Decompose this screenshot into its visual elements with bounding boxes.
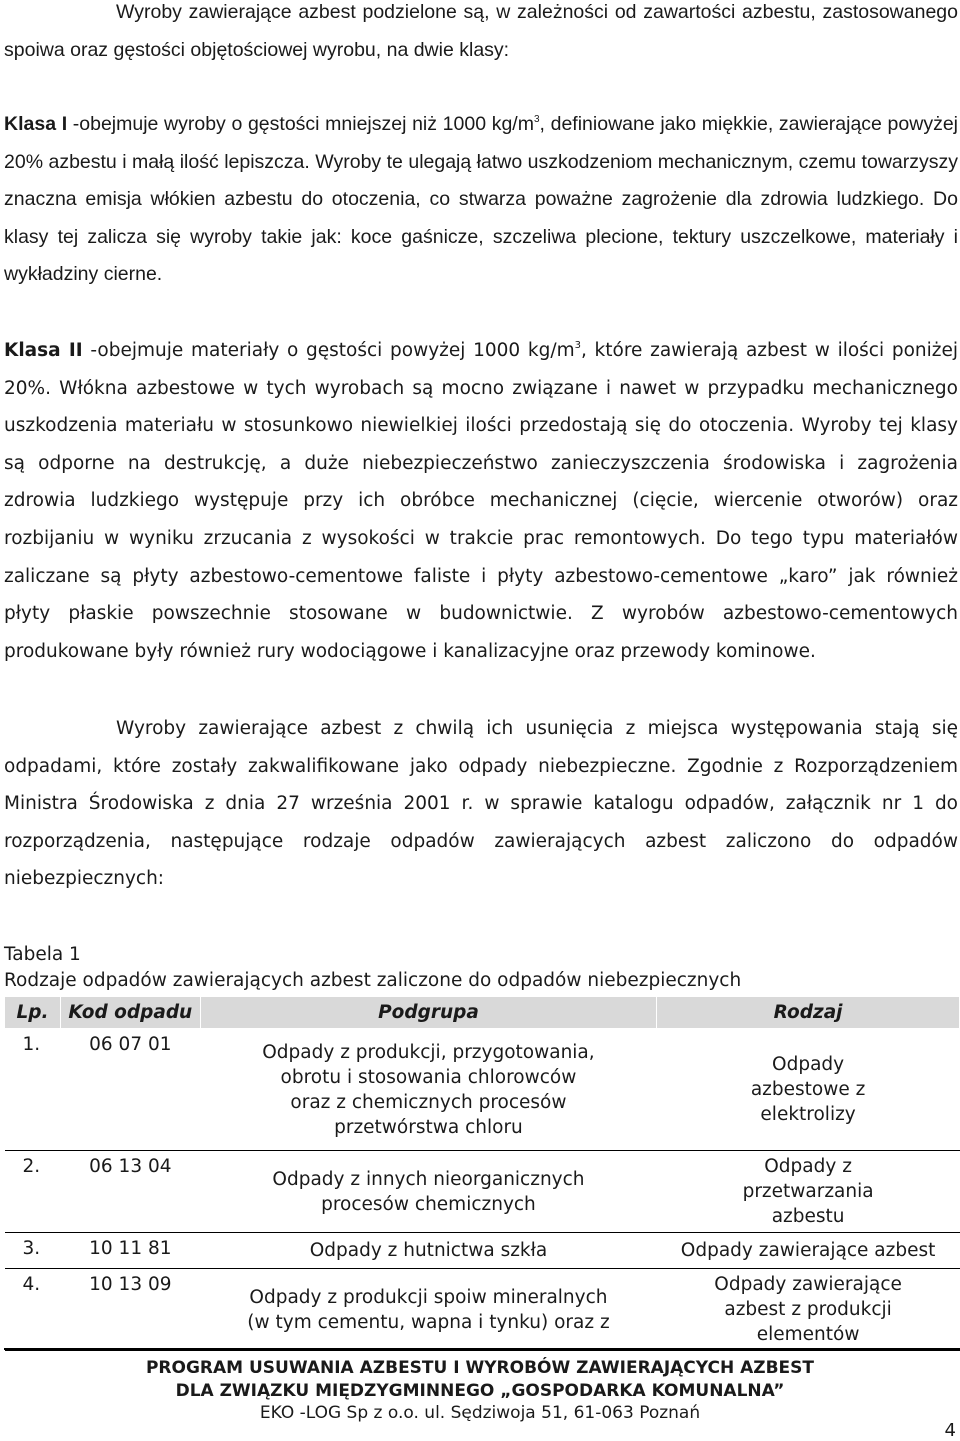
klasa-2-label: Klasa II — [4, 340, 83, 361]
cell-rodzaj: Odpady zawierające azbest — [657, 1233, 960, 1269]
cell-lp: 3. — [5, 1233, 61, 1269]
cell-lp: 1. — [5, 1029, 61, 1151]
intro-paragraph — [4, 0, 958, 69]
table-row — [5, 1233, 960, 1269]
cell-podgrupa: Odpady z innych nieorganicznych procesów chemicznych — [200, 1151, 656, 1233]
cell-podgrupa: Odpady z produkcji spoiw mineralnych (w tym cementu, wapna i tynku) oraz z — [200, 1269, 656, 1351]
cell-kod: 10 13 09 — [60, 1269, 200, 1351]
header-lp: Lp. — [5, 997, 61, 1029]
cell-rodzaj: Odpady azbestowe z elektrolizy — [657, 1029, 960, 1151]
klasa-1-paragraph — [4, 106, 958, 294]
cell-lp: 2. — [5, 1151, 61, 1233]
header-kod: Kod odpadu — [60, 997, 200, 1029]
klasa-1-label: Klasa I — [4, 113, 68, 135]
header-rodzaj: Rodzaj — [657, 997, 960, 1029]
table-row — [5, 1151, 960, 1233]
footer-line-3: EKO -LOG Sp z o.o. ul. Sędziwoja 51, 61-063 Poznań — [259, 1403, 701, 1423]
klasa-1-sup: 3 — [533, 114, 540, 125]
klasa-2-text-a: -obejmuje materiały o gęstości powyżej 1000 kg/m — [82, 340, 575, 361]
table-caption-title: Rodzaje odpadów zawierających azbest zaliczone do odpadów niebezpiecznych — [4, 970, 742, 991]
odpady-text: Wyroby zawierające azbest z chwilą ich usunięcia z miejsca występowania stają się odpadami, które zostały zakwalifikowane jako odpady niebezpieczne. Zgodnie z Rozporządzeniem Ministra Środowiska z dnia 27 września 2001 r. w sprawie katalogu odpadów, załącznik nr 1 do rozporządzenia, następujące rodzaje odpadów zawierających azbest zaliczono do odpadów niebezpiecznych: — [4, 718, 958, 890]
table-row — [5, 1269, 960, 1351]
footer-rule — [4, 1348, 960, 1350]
klasa-2-text-b: , które zawierają azbest w ilości poniżej 20%. Włókna azbestowe w tych wyrobach są mocno związane i nawet w przypadku mechanicznego uszkodzenia materiału w stosunkowo niewielkiej ilości przedostają się do otoczenia. Wyroby tej klasy są odporne na destrukcję, a duże niebezpieczeństwo zanieczyszczenia środowiska i zagrożenia zdrowia ludzkiego występuje przy ich obróbce mechanicznej (cięcie, wiercenie otworów) oraz rozbijaniu w wyniku zrzucania z wysokości w trakcie prac remontowych. Do tego typu materiałów zaliczane są płyty azbestowo-cementowe faliste i płyty azbestowo-cementowe „karo” jak również płyty płaskie powszechnie stosowane w budownictwie. Z wyrobów azbestowo-cementowych produkowane były również rury wodociągowe i kanalizacyjne oraz przewody kominowe. — [4, 340, 958, 662]
page-number: 4 — [944, 1420, 956, 1441]
footer-line-1: PROGRAM USUWANIA AZBESTU I WYROBÓW ZAWIERAJĄCYCH AZBEST — [145, 1358, 815, 1378]
table-row — [5, 1029, 960, 1151]
klasa-1-text-b: , definiowane jako miękkie, zawierające powyżej 20% azbestu i małą ilość lepiszcza. — [4, 113, 959, 173]
cell-rodzaj: Odpady zawierające azbest z produkcji elementów — [657, 1269, 960, 1351]
cell-kod: 06 13 04 — [60, 1151, 200, 1233]
cell-rodzaj: Odpady z przetwarzania azbestu — [657, 1151, 960, 1233]
cell-podgrupa: Odpady z produkcji, przygotowania, obrotu i stosowania chlorowców oraz z chemicznych procesów przetwórstwa chloru — [200, 1029, 656, 1151]
footer-line-2: DLA ZWIĄZKU MIĘDZYGMINNEGO „GOSPODARKA KOMUNALNA” — [175, 1381, 785, 1401]
table-header-row — [5, 997, 960, 1029]
cell-lp: 4. — [5, 1269, 61, 1351]
odpady-table — [4, 996, 960, 1351]
klasa-2-sup: 3 — [574, 340, 581, 351]
table-caption-number: Tabela 1 — [4, 944, 81, 965]
intro-text: Wyroby zawierające azbest podzielone są, w zależności od zawartości azbestu, zastosowanego spoiwa oraz gęstości objętościowej wyrobu, na dwie klasy: — [4, 1, 958, 61]
header-podgrupa: Podgrupa — [200, 997, 656, 1029]
klasa-1-text-c: Wyroby te ulegają łatwo uszkodzeniom mechanicznym, czemu towarzyszy znaczna emisja włókien azbestu do otoczenia, co stwarza poważne zagrożenie dla zdrowia ludzkiego. Do klasy tej zalicza się wyroby takie jak: koce gaśnicze, szczeliwa plecione, tektury uszczelkowe, materiały i wykładziny cierne. — [4, 150, 958, 286]
cell-kod: 06 07 01 — [60, 1029, 200, 1151]
cell-podgrupa: Odpady z hutnictwa szkła — [200, 1233, 656, 1269]
klasa-2-paragraph — [4, 332, 958, 670]
odpady-paragraph — [4, 710, 958, 898]
klasa-1-text-a: -obejmuje wyroby o gęstości mniejszej niż 1000 kg/m — [67, 113, 534, 135]
cell-kod: 10 11 81 — [60, 1233, 200, 1269]
